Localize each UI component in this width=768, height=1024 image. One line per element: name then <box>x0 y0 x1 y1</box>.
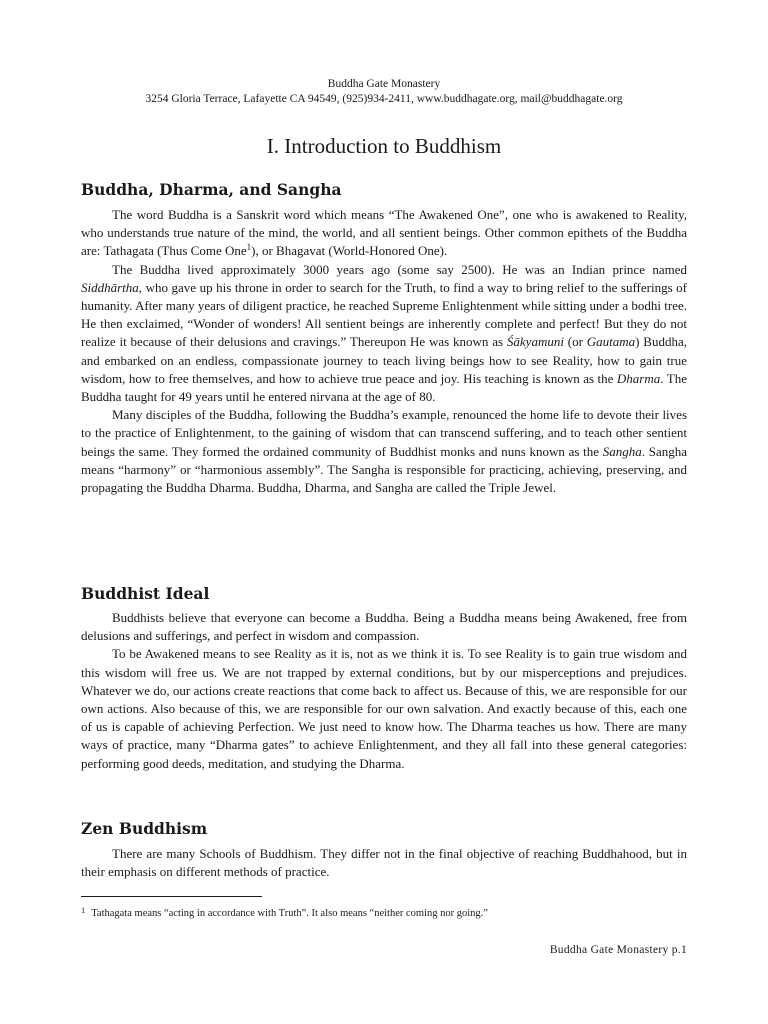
text: Many disciples of the Buddha, following the Buddha’s example, renounced the home life to devote their lives to the practice of Enlightenment, to the gaining of wisdom that can transcend suffering, and to teach other sentient beings the same. They formed the ordained community of Buddhist monks and nuns known as the <box>81 407 687 459</box>
name-siddhartha: Siddhārtha <box>81 279 139 295</box>
paragraph <box>81 261 687 407</box>
paragraph <box>81 406 687 497</box>
heading-buddhist-ideal: Buddhist Ideal <box>81 584 210 603</box>
section-buddha-dharma-sangha <box>81 206 687 497</box>
paragraph: Buddhists believe that everyone can become a Buddha. Being a Buddha means being Awakened, free from delusions and sufferings, and perfect in wisdom and compassion. <box>81 610 687 644</box>
footnote-divider <box>81 896 262 897</box>
page-footer: Buddha Gate Monastery p.1 <box>549 944 687 956</box>
paragraph: To be Awakened means to see Reality as it is, not as we think it is. To see Reality is to gain true wisdom and this wisdom will free us. We are not trapped by external conditions, but by our misperceptions and prejudices. Whatever we do, our actions create reactions that come back to affect us. Because of this, we are responsible for our own actions. Also because of this, we are responsible for our own salvation. And exactly because of this, each one of us is capable of achieving Perfection. We just need to know how. The Dharma teaches us how. There are many ways of practice, many “Dharma gates” to achieve Enlightenment, and they all fall into these general categories: performing good deeds, meditation, and studying the Dharma. <box>81 646 687 771</box>
paragraph: There are many Schools of Buddhism. They differ not in the final objective of reaching Buddhahood, but in their emphasis on different methods of practice. <box>81 846 687 880</box>
header-address: 3254 Gloria Terrace, Lafayette CA 94549, (925)934-2411, www.buddhagate.org, mail@buddhagate.org <box>145 93 623 105</box>
text: . The Buddha taught for 49 years until he entered nirvana at the age of 80. <box>81 370 687 405</box>
text: The Buddha lived approximately 3000 years ago (some say 2500). He was an Indian prince named <box>112 261 687 277</box>
heading-zen-buddhism: Zen Buddhism <box>81 819 208 838</box>
section-buddhist-ideal <box>81 609 687 773</box>
text: ), or Bhagavat (World-Honored One). <box>251 243 448 259</box>
header-org-name: Buddha Gate Monastery <box>327 78 441 90</box>
text: . Sangha means “harmony” or “harmonious assembly”. The Sangha is responsible for practicing, achieving, preserving, and propagating the Buddha Dharma. Buddha, Dharma, and Sangha are called the Triple Jewel. <box>81 443 687 496</box>
text: , who gave up his throne in order to search for the Truth, to find a way to bring relief to the sufferings of humanity. After many years of diligent practice, he reached Supreme Enlightenment while sitting under a bodhi tree. He then exclaimed, “Wonder of wonders! All sentient beings are inherently complete and perfect! But they do not realize it because of their delusions and cravings.” Thereupon He was known as <box>81 279 687 350</box>
footnote <box>81 903 701 921</box>
text: ) Buddha, and embarked on an endless, compassionate journey to teach living beings how to see Reality, how to gain true wisdom, how to free themselves, and how to achieve true peace and joy. His teaching is known as the <box>81 334 687 386</box>
text: (or <box>563 334 587 350</box>
heading-buddha-dharma-sangha: Buddha, Dharma, and Sangha <box>81 180 342 199</box>
term-sangha: Sangha <box>602 443 642 459</box>
name-sakyamuni: Śākyamuni <box>506 334 564 350</box>
footnote-ref: 1 <box>246 242 252 253</box>
paragraph <box>81 206 687 261</box>
page-title: I. Introduction to Buddhism <box>266 134 502 158</box>
name-gautama: Gautama <box>586 334 636 350</box>
footnote-number: 1 <box>81 905 86 915</box>
text: The word Buddha is a Sanskrit word which means “The Awakened One”, one who is awakened to Reality, who understands true nature of the mind, the world, and all sentient beings. Other common epithets of the Buddha are: Tathagata (Thus Come One <box>81 207 687 259</box>
term-dharma: Dharma <box>616 370 661 386</box>
footnote-text: Tathagata means “acting in accordance with Truth”. It also means “neither coming nor going.” <box>91 908 488 919</box>
section-zen-buddhism <box>81 845 687 881</box>
